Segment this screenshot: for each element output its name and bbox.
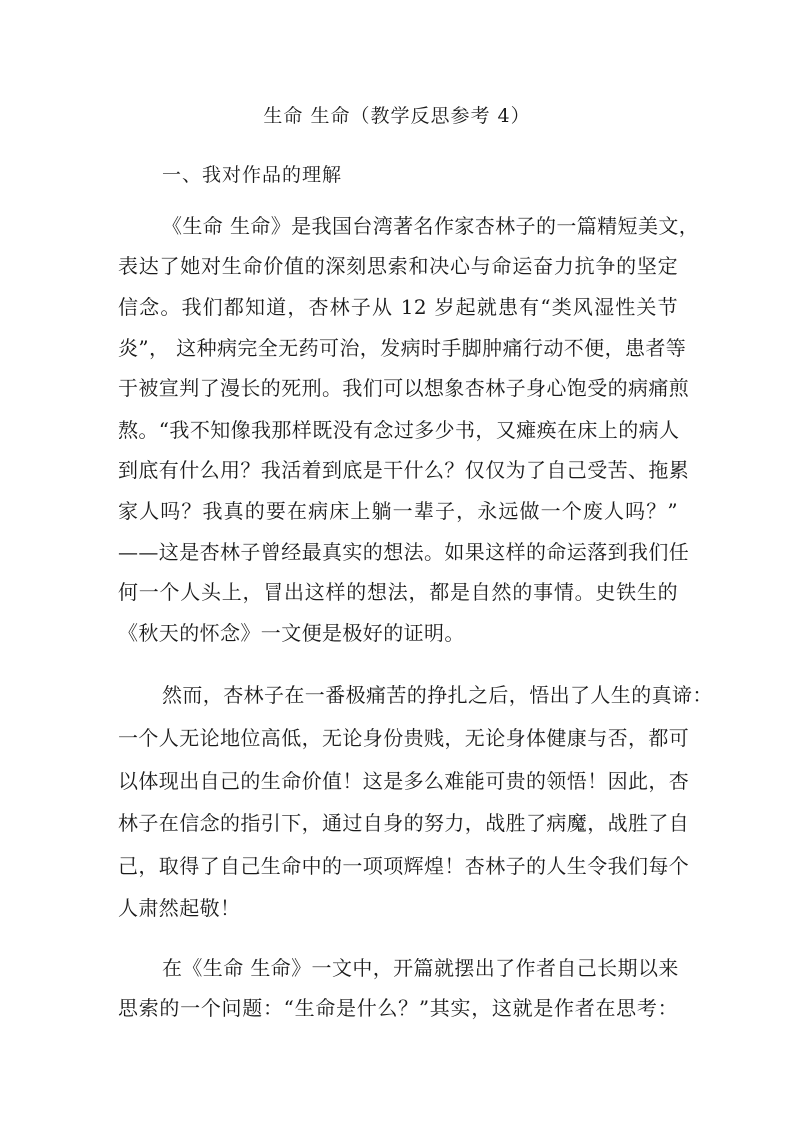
paragraph-2-line-6: 人肃然起敬！ xyxy=(118,896,241,920)
paragraph-1-line-9: ——这是杏林子曾经最真实的想法。如果这样的命运落到我们任 xyxy=(118,540,690,564)
paragraph-1-line-7: 到底有什么用？我活着到底是干什么？仅仅为了自己受苦、拖累 xyxy=(118,458,690,482)
paragraph-1-line-1: 《生命 生命》是我国台湾著名作家杏林子的一篇精短美文， xyxy=(162,214,700,238)
paragraph-1-line-6: 熬。“我不知像我那样既没有念过多少书，又瘫痪在床上的病人 xyxy=(118,418,680,442)
document-title: 生命 生命（教学反思参考 4） xyxy=(263,105,531,127)
paragraph-2-line-4: 林子在信念的指引下，通过自身的努力，战胜了病魔，战胜了自 xyxy=(118,811,690,835)
paragraph-3-line-1: 在《生命 生命》一文中，开篇就摆出了作者自己长期以来 xyxy=(162,956,679,980)
section-heading: 一、我对作品的理解 xyxy=(162,164,343,186)
paragraph-2-line-3: 以体现出自己的生命价值！这是多么难能可贵的领悟！因此，杏 xyxy=(118,769,690,793)
paragraph-1-line-4: 炎”， 这种病完全无药可治，发病时手脚肿痛行动不便，患者等 xyxy=(118,336,687,360)
paragraph-1-line-2: 表达了她对生命价值的深刻思索和决心与命运奋力抗争的坚定 xyxy=(118,254,678,278)
paragraph-1-line-5: 于被宣判了漫长的死刑。我们可以想象杏林子身心饱受的病痛煎 xyxy=(118,376,690,400)
paragraph-2-line-5: 己，取得了自己生命中的一项项辉煌！杏林子的人生令我们每个 xyxy=(118,854,690,878)
paragraph-1-line-8: 家人吗？我真的要在病床上躺一辈子，永远做一个废人吗？” xyxy=(118,499,678,523)
paragraph-3-line-2: 思索的一个问题：“生命是什么？”其实，这就是作者在思考： xyxy=(118,996,678,1020)
paragraph-1-line-10: 何一个人头上，冒出这样的想法，都是自然的事情。史铁生的 xyxy=(118,580,678,604)
paragraph-1-line-11: 《秋天的怀念》一文便是极好的证明。 xyxy=(118,621,465,645)
paragraph-1-line-3: 信念。我们都知道，杏林子从 12 岁起就患有“类风湿性关节 xyxy=(118,295,678,319)
paragraph-2-line-2: 一个人无论地位高低，无论身份贵贱，无论身体健康与否，都可 xyxy=(118,726,690,750)
paragraph-2-line-1: 然而，杏林子在一番极痛苦的挣扎之后，悟出了人生的真谛： xyxy=(162,683,713,707)
